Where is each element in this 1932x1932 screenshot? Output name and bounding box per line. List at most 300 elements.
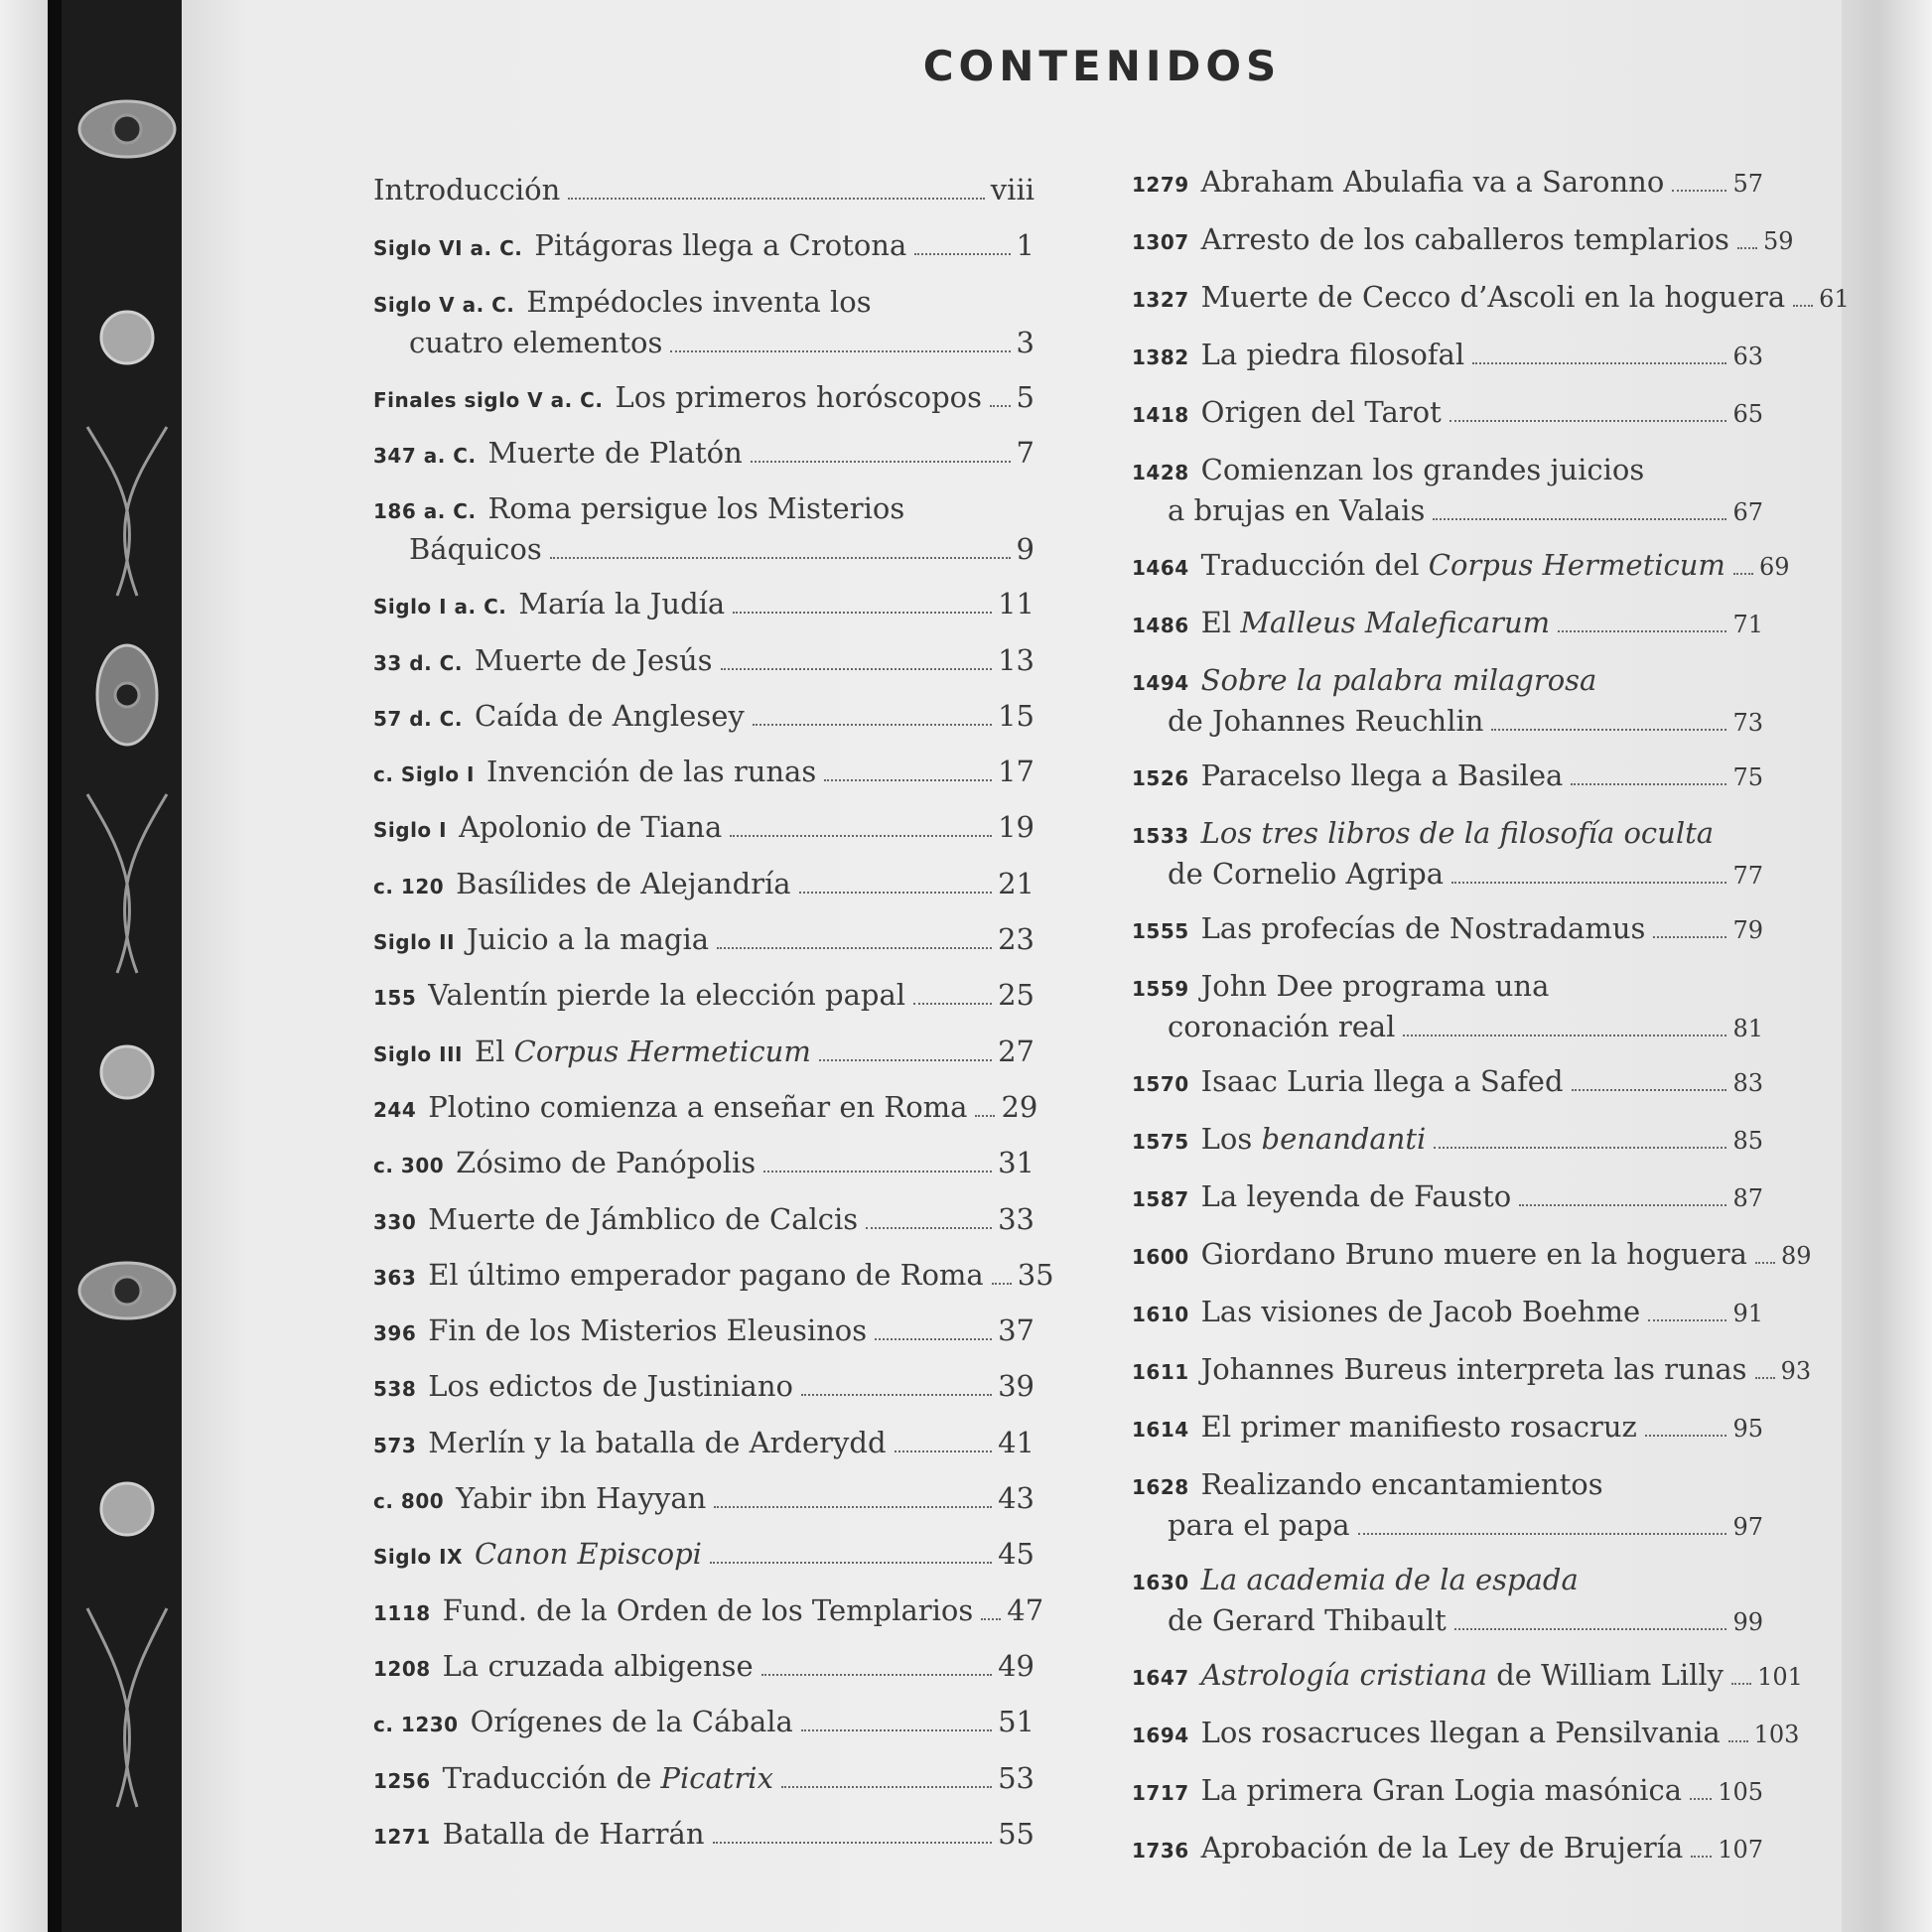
toc-entry-title <box>1201 1771 1682 1809</box>
toc-entry-title-text: Muerte de Jámblico de Calcis <box>428 1201 859 1236</box>
toc-entry-line <box>1132 1408 1763 1449</box>
toc-entry-page: 41 <box>998 1425 1035 1459</box>
toc-entry[interactable] <box>1132 163 1763 204</box>
dot-leader <box>751 461 1011 463</box>
toc-entry-page: 39 <box>998 1369 1035 1404</box>
toc-entry[interactable] <box>373 976 1035 1017</box>
toc-entry-page: 29 <box>1001 1089 1038 1124</box>
toc-entry-title-text: Los edictos de Justiniano <box>428 1369 793 1404</box>
toc-entry[interactable] <box>1132 1656 1803 1697</box>
toc-entry-line <box>1132 1714 1800 1754</box>
toc-entry-title-text: Realizando encantamientos <box>1200 1467 1603 1501</box>
toc-entry-page: 49 <box>998 1648 1035 1683</box>
toc-entry-title <box>1201 1714 1721 1751</box>
toc-entry[interactable] <box>373 1200 1035 1241</box>
toc-entry-title <box>428 1200 858 1238</box>
book-spine <box>48 0 182 1932</box>
toc-entry[interactable] <box>373 1088 1038 1129</box>
toc-entry-title-text: Empédocles inventa los <box>526 284 872 319</box>
toc-entry-title-continued: coronación real <box>1168 1010 1396 1043</box>
toc-entry[interactable] <box>1132 1829 1763 1869</box>
dot-leader <box>1472 362 1726 364</box>
toc-entry[interactable] <box>373 1815 1035 1856</box>
toc-entry[interactable] <box>1132 336 1763 376</box>
toc-entry[interactable] <box>373 1311 1035 1352</box>
toc-entry-page: 47 <box>1007 1592 1044 1627</box>
toc-entry-date: 1570 <box>1132 1072 1189 1096</box>
toc-entry[interactable] <box>373 1479 1035 1520</box>
toc-entry-title-text: La leyenda de Fausto <box>1200 1179 1512 1213</box>
toc-entry-line <box>373 1815 1035 1856</box>
toc-entry[interactable] <box>373 585 1035 625</box>
toc-entry-date: 1559 <box>1132 977 1189 1001</box>
toc-entry-date: 1587 <box>1132 1187 1189 1211</box>
toc-entry-page: 89 <box>1780 1242 1812 1270</box>
toc-entry-title <box>486 753 816 790</box>
toc-entry-page: 85 <box>1732 1127 1763 1155</box>
dot-leader <box>1737 247 1757 249</box>
toc-entry-date: 1555 <box>1132 919 1189 943</box>
toc-entry[interactable] <box>373 489 1035 568</box>
toc-entry-page: 57 <box>1732 170 1763 198</box>
toc-entry-line <box>373 378 1035 419</box>
toc-entry-page: 87 <box>1732 1184 1763 1212</box>
toc-entry-page: 3 <box>1016 325 1035 359</box>
toc-entry-page: 63 <box>1732 343 1763 370</box>
toc-entry-line <box>1132 1771 1763 1812</box>
toc-entry-page: 97 <box>1732 1513 1763 1541</box>
toc-entry-date: 1464 <box>1132 556 1189 580</box>
toc-entry-title-text: La piedra filosofal <box>1200 338 1465 371</box>
toc-entry-date: Siglo III <box>373 1041 463 1066</box>
dot-leader <box>913 1003 992 1005</box>
toc-entry-title <box>1201 1293 1640 1330</box>
toc-entry-line <box>1132 1120 1763 1161</box>
toc-entry-title-text: Merlín y la batalla de Arderydd <box>428 1425 887 1459</box>
toc-entry-title <box>1201 393 1442 431</box>
toc-entry-date: 1630 <box>1132 1571 1189 1594</box>
toc-entry[interactable] <box>1132 604 1763 644</box>
dot-leader <box>1358 1533 1727 1535</box>
toc-entry-title <box>443 1647 754 1685</box>
toc-entry-page: 9 <box>1016 532 1035 567</box>
toc-entry[interactable] <box>373 1703 1035 1743</box>
toc-entry-date: 1327 <box>1132 288 1189 312</box>
toc-entry-title <box>456 1144 756 1181</box>
dot-leader <box>753 724 992 726</box>
toc-entry-line <box>1132 220 1794 261</box>
toc-entry-line <box>1132 1465 1763 1506</box>
toc-entry-title <box>1201 661 1597 699</box>
dot-leader <box>1403 1035 1726 1036</box>
toc-entry-date: 1271 <box>373 1824 431 1849</box>
dot-leader <box>1572 1089 1727 1091</box>
toc-entry-page: 91 <box>1732 1300 1763 1327</box>
toc-entry-title-continued: cuatro elementos <box>409 325 663 359</box>
toc-entry[interactable] <box>1132 1561 1763 1641</box>
toc-entry[interactable] <box>373 226 1035 267</box>
dot-leader <box>1519 1204 1726 1206</box>
toc-entry-title <box>526 283 871 321</box>
toc-entry-line <box>373 171 1035 208</box>
toc-entry-page: 15 <box>998 698 1035 733</box>
page-title: CONTENIDOS <box>922 42 1282 90</box>
dot-leader <box>866 1227 992 1229</box>
toc-entry-date: 1600 <box>1132 1245 1189 1269</box>
toc-entry-title-after: de William Lilly <box>1496 1658 1725 1692</box>
toc-entry-title <box>488 434 743 472</box>
toc-entry[interactable] <box>1132 278 1850 319</box>
toc-entry-title-text: El primer manifiesto rosacruz <box>1200 1410 1637 1444</box>
toc-entry-line <box>1132 1656 1803 1697</box>
toc-entry-title <box>1201 1829 1684 1866</box>
toc-entry-title <box>1201 1120 1427 1158</box>
toc-entry-title <box>1201 967 1550 1005</box>
toc-entry-page: 99 <box>1732 1608 1763 1636</box>
toc-entry-line <box>1132 604 1763 644</box>
dot-leader <box>990 405 1011 407</box>
toc-entry-title <box>1201 336 1464 373</box>
toc-entry-title-text: Plotino comienza a enseñar en Roma <box>428 1089 968 1124</box>
toc-entry-line <box>373 283 1035 324</box>
dot-leader <box>875 1338 992 1340</box>
toc-entry-line <box>1132 1177 1763 1218</box>
dot-leader <box>1733 573 1753 575</box>
dot-leader <box>1731 1683 1751 1685</box>
toc-entry-date: 1736 <box>1132 1839 1189 1863</box>
toc-entry-page: viii <box>990 173 1035 207</box>
toc-entry-date: Siglo I a. C. <box>373 595 507 620</box>
dot-leader <box>761 1674 992 1676</box>
toc-entry-line <box>373 865 1035 905</box>
toc-entry-page: 51 <box>998 1705 1035 1739</box>
toc-entry[interactable] <box>1132 757 1763 797</box>
toc-entry-title <box>475 641 713 679</box>
dot-leader <box>1728 1740 1748 1742</box>
toc-entry[interactable] <box>373 1256 1054 1297</box>
toc-entry-page: 27 <box>998 1034 1035 1068</box>
toc-entry[interactable] <box>373 1535 1035 1576</box>
toc-entry[interactable] <box>1132 1177 1763 1218</box>
toc-entry-title-text: Johannes Bureus interpreta las runas <box>1200 1352 1747 1386</box>
dot-leader <box>1571 783 1726 785</box>
toc-entry-title <box>428 1311 867 1349</box>
toc-entry-page: 83 <box>1732 1069 1763 1097</box>
toc-entry-date: 1256 <box>373 1768 431 1793</box>
toc-entry-title-text: Las profecías de Nostradamus <box>1200 911 1646 945</box>
toc-entry-line <box>1132 451 1763 491</box>
toc-entry-title <box>443 1591 974 1629</box>
toc-entry-title <box>1201 220 1729 258</box>
toc-entry-line <box>373 641 1035 682</box>
toc-entry-date: 1418 <box>1132 403 1189 427</box>
toc-entry-title <box>615 378 982 416</box>
toc-entry-title <box>459 808 722 846</box>
toc-entry-title-italic: Astrología cristiana <box>1200 1658 1488 1692</box>
toc-entry-title-text: El <box>1200 606 1232 639</box>
toc-entry-title <box>428 1088 967 1126</box>
toc-entry-line-continued <box>1132 1506 1763 1546</box>
toc-entry[interactable] <box>1132 1235 1812 1276</box>
toc-entry[interactable] <box>1132 661 1763 742</box>
toc-entry-title-text: Juicio a la magia <box>467 922 710 956</box>
toc-entry[interactable] <box>373 753 1035 793</box>
toc-entry-title-text: Caída de Anglesey <box>474 698 745 733</box>
toc-entry-title <box>475 697 745 735</box>
toc-entry[interactable] <box>1132 909 1763 950</box>
page-right-edge <box>1842 0 1932 1932</box>
toc-entry-page: 75 <box>1732 763 1763 791</box>
toc-entry-line <box>1132 1561 1763 1601</box>
toc-entry-title-text: Paracelso llega a Basilea <box>1200 759 1564 792</box>
toc-entry-title-text: La primera Gran Logia masónica <box>1200 1773 1683 1807</box>
toc-entry-line <box>1132 393 1763 434</box>
dot-leader <box>1793 305 1813 307</box>
toc-entry-line <box>373 226 1035 267</box>
toc-entry[interactable] <box>373 865 1035 905</box>
toc-entry[interactable] <box>373 1759 1035 1800</box>
toc-entry-title-continued: de Gerard Thibault <box>1168 1603 1447 1637</box>
toc-entry-line <box>373 697 1035 738</box>
toc-entry-title-text: Pitágoras llega a Crotona <box>534 228 907 263</box>
dot-leader <box>717 947 992 949</box>
toc-entry-date: Siglo II <box>373 930 456 954</box>
toc-entry-page: 7 <box>1016 435 1035 470</box>
toc-entry-title-text: Los <box>1200 1122 1253 1156</box>
toc-entry-title-text: Los primeros horóscopos <box>615 379 983 414</box>
toc-entry-page: 61 <box>1819 285 1850 313</box>
toc-entry[interactable] <box>373 697 1035 738</box>
toc-entry-date: 1208 <box>373 1656 431 1681</box>
toc-entry-title <box>1201 451 1645 488</box>
toc-entry[interactable] <box>1132 1408 1763 1449</box>
toc-entry-title <box>428 1424 886 1461</box>
toc-entry-date: 538 <box>373 1377 417 1402</box>
toc-entry-title-continued: para el papa <box>1168 1508 1350 1542</box>
toc-entry-title-text: Roma persigue los Misterios <box>487 491 905 526</box>
toc-entry-date: 330 <box>373 1209 417 1234</box>
toc-entry[interactable] <box>373 434 1035 475</box>
toc-entry[interactable] <box>373 1424 1035 1464</box>
toc-entry-title-continued: de Johannes Reuchlin <box>1168 704 1484 738</box>
spine-ornament <box>48 0 182 1932</box>
toc-entry[interactable] <box>1132 1771 1763 1812</box>
toc-entry-title <box>1201 757 1564 794</box>
toc-entry-line <box>1132 967 1763 1008</box>
toc-entry-line-continued <box>1132 491 1763 531</box>
toc-entry-line <box>373 1591 1044 1632</box>
toc-entry-line-continued <box>373 530 1035 568</box>
toc-entry-title <box>1201 604 1550 641</box>
toc-entry[interactable] <box>1132 1350 1812 1391</box>
toc-entry-date: 1279 <box>1132 173 1189 197</box>
toc-entry-title <box>1201 1408 1637 1446</box>
toc-entry[interactable] <box>373 920 1035 961</box>
toc-entry-line <box>1132 546 1790 587</box>
toc-entry-title-text: Fund. de la Orden de los Templarios <box>442 1592 974 1627</box>
toc-entry[interactable] <box>373 1144 1035 1184</box>
toc-entry-title-text: Introducción <box>373 173 561 207</box>
dot-leader <box>1449 420 1727 422</box>
toc-entry[interactable] <box>1132 393 1763 434</box>
toc-entry-title-text: Las visiones de Jacob Boehme <box>1200 1295 1641 1328</box>
dot-leader <box>1755 1377 1775 1379</box>
toc-entry-line <box>373 976 1035 1017</box>
toc-entry[interactable] <box>373 283 1035 361</box>
toc-entry-title <box>428 1367 793 1405</box>
toc-entry-line <box>373 489 1035 530</box>
toc-entry[interactable] <box>373 1367 1035 1408</box>
toc-entry-title <box>1201 1062 1564 1100</box>
toc-entry-page: 13 <box>998 642 1035 677</box>
toc-entry-title-text: Zósimo de Panópolis <box>456 1146 757 1180</box>
toc-entry-page: 71 <box>1732 611 1763 638</box>
toc-entry-title <box>467 920 709 958</box>
toc-entry[interactable] <box>1132 546 1790 587</box>
toc-entry[interactable] <box>1132 1714 1800 1754</box>
toc-entry-line <box>373 1479 1035 1520</box>
toc-entry-title <box>373 171 560 208</box>
dot-leader <box>1690 1798 1712 1800</box>
toc-entry[interactable] <box>373 378 1035 419</box>
toc-entry-date: 186 a. C. <box>373 499 477 524</box>
toc-entry-title <box>1201 1561 1579 1598</box>
toc-entry-line <box>1132 336 1763 376</box>
toc-entry-title-text: Los rosacruces llegan a Pensilvania <box>1200 1716 1721 1749</box>
toc-entry[interactable] <box>1132 814 1763 895</box>
toc-entry[interactable] <box>1132 1062 1763 1103</box>
toc-entry-date: c. 300 <box>373 1154 445 1178</box>
toc-entry-date: Siglo V a. C. <box>373 292 515 317</box>
toc-entry-title-text: Giordano Bruno muere en la hoguera <box>1200 1237 1747 1271</box>
dot-leader <box>819 1059 992 1061</box>
toc-entry-page: 33 <box>998 1201 1035 1236</box>
toc-entry-page: 93 <box>1780 1357 1812 1385</box>
dot-leader <box>1434 1147 1726 1149</box>
toc-entry[interactable] <box>373 1033 1035 1073</box>
toc-entry-page: 105 <box>1718 1778 1763 1806</box>
toc-entry-line <box>1132 814 1763 855</box>
toc-entry-page: 53 <box>998 1760 1035 1795</box>
toc-entry-title <box>1201 814 1714 852</box>
toc-entry-title <box>488 489 905 527</box>
toc-entry[interactable] <box>373 641 1035 682</box>
toc-entry-title-text: John Dee programa una <box>1200 969 1550 1003</box>
toc-entry-title <box>1201 278 1786 316</box>
toc-entry-page: 11 <box>998 587 1035 621</box>
toc-entry-title <box>1201 546 1725 584</box>
dot-leader <box>824 779 992 781</box>
toc-entry-line <box>1132 661 1763 702</box>
dot-leader <box>568 198 985 200</box>
toc-entry-line <box>373 753 1035 793</box>
toc-entry-title-text: Origen del Tarot <box>1200 395 1442 429</box>
toc-entry-title <box>534 226 906 264</box>
toc-entry-page: 81 <box>1732 1015 1763 1042</box>
toc-entry[interactable] <box>373 1647 1035 1688</box>
toc-entry-title <box>1201 1465 1603 1503</box>
dot-leader <box>895 1450 993 1452</box>
toc-entry-page: 67 <box>1732 498 1763 526</box>
toc-entry-date: c. Siglo I <box>373 762 475 787</box>
toc-entry-title-text: Muerte de Cecco d’Ascoli en la hoguera <box>1200 280 1786 314</box>
toc-entry-date: 1628 <box>1132 1475 1189 1499</box>
toc-entry[interactable] <box>1132 1120 1763 1161</box>
toc-entry[interactable] <box>1132 220 1794 261</box>
toc-entry-line <box>373 1033 1035 1073</box>
dot-leader <box>781 1786 992 1788</box>
toc-entry-title-text: El último emperador pagano de Roma <box>428 1257 984 1292</box>
toc-entry-page: 103 <box>1753 1721 1800 1748</box>
toc-entry-title-text: Basílides de Alejandría <box>456 866 791 900</box>
toc-entry-line-continued <box>1132 855 1763 895</box>
toc-entry-line <box>1132 1350 1812 1391</box>
toc-entry-title-text: Batalla de Harrán <box>442 1816 705 1851</box>
toc-entry-page: 37 <box>998 1313 1035 1348</box>
toc-entry-title <box>1201 1177 1512 1215</box>
toc-entry[interactable] <box>1132 1465 1763 1546</box>
toc-entry-title-continued: de Cornelio Agripa <box>1168 857 1445 891</box>
toc-entry-line-continued <box>373 324 1035 361</box>
toc-entry-title <box>475 1033 811 1070</box>
toc-entry-title-italic: Picatrix <box>660 1760 773 1795</box>
toc-entry-date: 33 d. C. <box>373 650 463 675</box>
dot-leader <box>721 668 993 670</box>
toc-entry-line <box>1132 1829 1763 1869</box>
toc-entry-page: 107 <box>1718 1836 1763 1863</box>
toc-entry-line <box>1132 278 1850 319</box>
toc-entry-date: 1694 <box>1132 1724 1189 1747</box>
toc-entry-title-text: Abraham Abulafia va a Saronno <box>1200 165 1665 199</box>
toc-entry-title-text: Yabir ibn Hayyan <box>456 1481 707 1515</box>
toc-entry-date: 1647 <box>1132 1666 1189 1690</box>
toc-entry-title <box>1201 163 1665 201</box>
toc-entry-date: 1428 <box>1132 461 1189 484</box>
toc-entry-line <box>373 1367 1035 1408</box>
toc-entry-line <box>1132 163 1763 204</box>
dot-leader <box>1454 1628 1727 1630</box>
toc-entry[interactable] <box>1132 1293 1763 1333</box>
dot-leader <box>1558 630 1726 632</box>
toc-entry-line <box>373 1088 1038 1129</box>
dot-leader <box>1645 1435 1727 1437</box>
toc-entry[interactable] <box>373 171 1035 208</box>
toc-entry-date: 1494 <box>1132 671 1189 695</box>
toc-entry-title <box>471 1703 793 1740</box>
toc-entry[interactable] <box>1132 451 1763 531</box>
toc-entry-title <box>443 1815 705 1853</box>
toc-entry-title-text: Fin de los Misterios Eleusinos <box>428 1313 868 1348</box>
toc-entry-title <box>1201 1656 1724 1694</box>
toc-entry-title <box>428 976 905 1014</box>
dot-leader <box>975 1115 995 1117</box>
toc-entry-title-continued: Báquicos <box>409 532 542 567</box>
toc-entry-title <box>1201 909 1646 947</box>
toc-entry[interactable] <box>373 808 1035 849</box>
toc-entry-title-text: María la Judía <box>518 587 726 621</box>
toc-entry-page: 19 <box>998 810 1035 845</box>
dot-leader <box>1755 1262 1775 1264</box>
toc-entry-date: 1611 <box>1132 1360 1189 1384</box>
toc-entry[interactable] <box>1132 967 1763 1047</box>
toc-entry-line <box>1132 757 1763 797</box>
toc-entry-line <box>373 1647 1035 1688</box>
dot-leader <box>714 1506 992 1508</box>
toc-entry-line <box>373 1759 1035 1800</box>
toc-entry-line <box>373 434 1035 475</box>
toc-entry-title-text: Muerte de Platón <box>487 435 743 470</box>
toc-entry[interactable] <box>373 1591 1044 1632</box>
